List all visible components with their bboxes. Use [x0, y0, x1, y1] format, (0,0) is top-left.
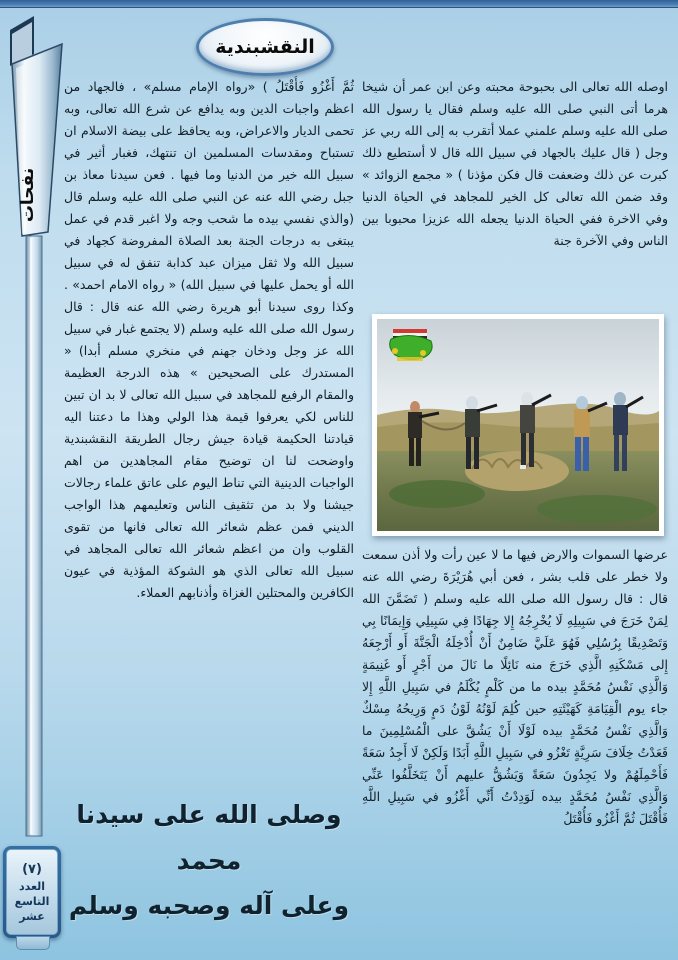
- banner-pole: [26, 236, 42, 836]
- photo-fighters-in-field: [377, 319, 659, 531]
- page-number: (٧): [22, 861, 42, 877]
- issue-ordinal-1: التاسع: [14, 894, 50, 908]
- paragraph-jihad-duty: ثُمَّ أَغْزُو فَأُقْتَلُ ) «رواه الإمام مسلم» ، فالجهاد من اعظم واجبات الدين وبه يدافع عن شرع الله تعالى، وبه تحمى الديار والاعراض، وبه يحافظ على بيضة الاسلام ان تستباح ومقدسات المسلمين ان تنتهك، فغبار أثير في سبيل الله خير من الدنيا وما فيها . فعن سيدنا معاذ بن جبل رضي الله عنه عن النبي صلى الله عليه وسلم قال (والذي نفسي بيده ما شحب وجه ولا اغبر قدم في عمل يبتغى به درجات الجنة بعد الصلاة المفروضة كجهاد في سبيل الله ولا ثقل ميزان عبد كدابة تنفق له في سبيل الله أو يحمل عليها في سبيل الله) « رواه الامام احمد» . وكذا روى سيدنا أبو هريرة رضي الله عنه قال : قال رسول الله صلى الله عليه وسلم (لا يجتمع غبار في سبيل الله عز وجل ودخان جهنم في منخري مسلم أبدا) « المستدرك على الصحيحين » هذه الدرجة العظيمة والمقام الرفيع للمجاهد في سبيل الله تعالى لا بد ان تبين للناس لكي يعرفوا قيمة هذا الولي وهذا ما دعتنا اليه قيادتنا الحكيمة قيادة جيش رجال الطريقة النقشبندية واوضحت لنا ان توضيح مقام المجاهدين من اهم الواجبات الدينية التي تناط اليوم على عاتق علماء رجالات جيشنا ولا بد من تثقيف الناس وتعليمهم هذا الواجب الديني فمن عظم شعائر الله تعالى فانها من تقوى القلوب وان من اعظم شعائر الله تعالى المجاهد في سبيل الله تعالى الذي هو الشوكة المؤذية في عيون الكافرين والمحتلين الغزاة وأذنابهم العملاء.: [64, 79, 354, 600]
- masthead-title: النقشبندية: [215, 36, 315, 58]
- masthead-badge: [196, 18, 334, 76]
- top-border-strip: [0, 0, 678, 8]
- plaque-tab: [16, 936, 50, 950]
- calligraphy-line-1: وصلى الله على سيدنا محمد: [76, 800, 342, 875]
- column-left: [64, 76, 354, 788]
- column-right-lower: [362, 544, 668, 926]
- photograph: [372, 314, 664, 536]
- issue-word: العدد: [18, 879, 46, 893]
- calligraphy-line-2: وعلى آله وصحبه وسلم: [68, 891, 350, 920]
- page-number-plaque: [3, 846, 61, 938]
- photo-green-patch-2: [537, 495, 657, 523]
- paragraph-intro: اوصله الله تعالى الى بحبوحة محبته وعن ابن عمر أن شيخا هرما أتى النبي صلى الله عليه وسلم فقال يا رسول الله صلى الله عليه وسلم علمني عملا أتقرب به إلى الله ربي عز وجل ( قال عليك بالجهاد في سبيل الله قال لا أستطيع ذلك كبرت عن ذلك وضعفت قال فكن مؤذنا ) « مجمع الزوائد » وقد ضمن الله تعالى كل الخير للمجاهد في الحياة الدنيا وفي الاخرة ففي الحياة الدنيا يجعله الله عزيزا محبوبا بين الناس وفي الآخرة جنة: [362, 79, 668, 248]
- column-right-upper: [362, 76, 668, 312]
- photo-grass-tuft: [465, 451, 569, 491]
- photo-green-patch: [389, 480, 485, 508]
- plaque-face: [6, 849, 58, 935]
- paragraph-hadith: عرضها السموات والارض فيها ما لا عين رأت ولا أذن سمعت ولا خطر على قلب بشر ، فعن أبي هُرَيْرَةَ رضي الله عنه قال : قال رسول الله صلى الله عليه وسلم ( تَضَمَّنَ الله لِمَنْ خَرَجَ في سَبِيلِهِ لَا يُخْرِجُهُ إِلا جِهَادًا فِي سَبِيلِي وَإِيمَانًا بِي وَتَصْدِيقًا بِرُسُلِي فَهُوَ عَلَيَّ ضَامِنٌ أَنْ أُدْخِلَهُ الْجَنَّةَ أَو أَرْجِعَهُ إِلى مَسْكَنِهِ الَّذِي خَرَجَ منه نَائِلًا ما نَالَ من أَجْرٍ أَو غَنِيمَةٍ وَالَّذِي نَفْسُ مُحَمَّدٍ بيده ما من كَلْمٍ يُكْلَمُ في سَبِيلِ اللَّهِ إِلا جاء يوم الْقِيَامَةِ كَهَيْئَتِهِ حين كُلِمَ لَوْنُهُ لَوْنُ دَمٍ وَرِيحُهُ مِسْكٌ وَالَّذِي نَفْسُ مُحَمَّدٍ بيده لَوْلَا أَنْ يَشُقَّ على الْمُسْلِمِينَ ما قَعَدْتُ خِلَافَ سَرِيَّةٍ تَغْزُو في سَبِيلِ اللَّهِ أَبَدًا وَلَكِنْ لَا أَجِدُ سَعَةً فَأَحْمِلَهُمْ ولا يَجِدُونَ سَعَةً وَيَشُقُّ عليهم أَنْ يَتَخَلَّفُوا عَنِّي وَالَّذِي نَفْسُ مُحَمَّدٍ بيده لَوَدِدْتُ أَنِّي أَغْزُو في سَبِيلِ اللَّهِ فَأُقْتَلَ ثُمَّ أَغْزُو فَأُقْتَلُ: [362, 547, 668, 826]
- closing-calligraphy: [64, 792, 354, 920]
- sidebar-vertical-title: نفحات: [18, 167, 38, 223]
- issue-ordinal-2: عشر: [19, 909, 45, 923]
